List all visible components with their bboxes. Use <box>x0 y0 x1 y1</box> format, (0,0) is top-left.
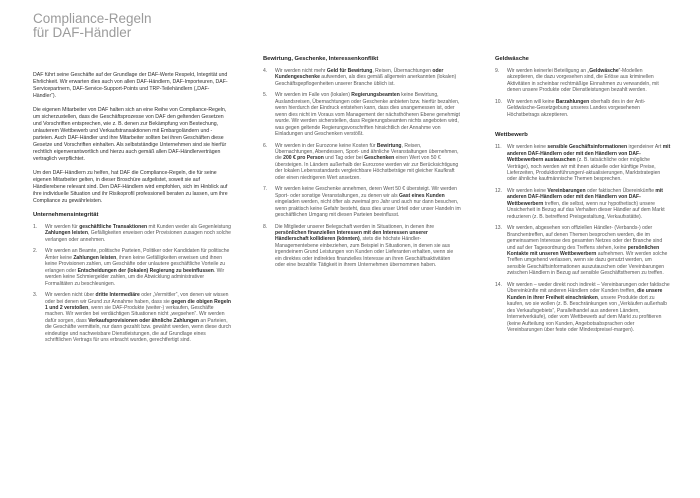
intro-paragraph-3: Um den DAF-Händlern zu helfen, hat DAF die Compliance-Regeln, die für seine eigenen Mitarbeiter gelten, in dieser Broschüre aufgelistet, soweit sie auf Händlerebene relevant sind. Den DAF-Händlern wird empfohlen, sich im Hinblick auf ihre individuelle Situation und ihr Risikoprofil professionell beraten zu lassen, um ihre Compliance zu gewährleisten. <box>33 170 228 204</box>
rule-list <box>33 224 231 344</box>
rule-text-segment: “-Modellen akzeptieren, die dazu vorgesehen sind, die Erlöse aus kriminellen Aktivitäten in scheinbar rechtmäßige Einnahmen zu verwandeln, mit denen unsere Produkte oder Dienstleistungen bezahlt werden. <box>507 68 659 94</box>
rule-text <box>275 143 461 182</box>
rule-text-segment: . Wir werden keine Schmiergelder zahlen, um die Abwicklung administrativer Formalitäten zu beschleunigen. <box>45 267 225 287</box>
rule-number: 8. <box>263 223 268 230</box>
rule-text-segment: Wir werden keine <box>507 187 548 194</box>
rule-text-segment: eingeladen werden, nicht öfter als zweimal pro Jahr und auch nur dann besuchen, wenn praktisch keine Gefahr besteht, dass dies unser Urteil oder unser Handeln im geschäftlichen Umgang mit diesen Parteien beeinflusst. <box>275 199 461 219</box>
rule-text-segment: oberhalb des in der Anti-Geldwäsche-Gesetzgebung unseres Landes vorgesehenen Höchstbetrags akzeptieren. <box>507 98 646 118</box>
rule-text-segment: an Parteien, die Geschäfte vermitteln, nur dann gezahlt bzw. gewährt werden, wenn diese durch eindeutige und nachweisbare Dienstleistungen, die auf Grundlage eines schriftlichen Vertrags für uns erbracht wurden, gerechtfertigt sind. <box>45 317 231 344</box>
rule-text-emphasis: geschäftliche Transaktionen <box>79 224 148 230</box>
rule-number: 7. <box>263 186 268 193</box>
rule-text-segment: irgendeiner Art <box>627 144 663 151</box>
rule-text-emphasis: Geld für Bewirtung <box>326 68 373 74</box>
rule-text-emphasis: Barzahlungen <box>555 98 590 105</box>
rule-item <box>495 144 671 183</box>
rule-text-emphasis: Gast eines Kunden <box>399 192 445 199</box>
rule-text-segment: Wir werden in der Eurozone keine Kosten für <box>275 142 377 149</box>
rule-text-segment: oder „Vermittler“, von denen wir wissen oder bei denen wir Grund zur Annahme haben, dass sie <box>45 292 229 305</box>
rule-text-segment: , stets die höchste Händler-Managementebene einbeziehen, zum Beispiel in Situationen, in denen sie aus irgendeinem Grund Leistungen von Kunden oder Lieferanten erhalten, wenn sie ein direktes oder indirektes finanzielles Interesse an ihren Geschäftsaktivitäten oder eine bezahlte Tätigkeit in ihrem Unternehmen übernommen haben. <box>275 236 454 269</box>
rule-text-emphasis: persönlichen Kontakte mit unseren Wettbewerbern <box>507 244 660 257</box>
rule-text-emphasis: Zahlungen leisten <box>45 230 88 237</box>
rule-item <box>263 92 461 137</box>
rule-number: 2. <box>33 248 38 255</box>
rule-text-segment: , unsere Produkte dort zu kaufen, wo sie wollen (z. B. Beschränkungen von „Verkäufen außerhalb des Verkaufsgebiets“, Parallelhandel aus anderen Ländern, Internetverkäufe), oder vom Wettbewerb auf dem Markt zu profitieren (keine Aufteilung von Kunden, Angebotsabsprachen oder Vereinbarungen über feste oder Mindestpreise/-margen). <box>507 294 667 333</box>
rule-item <box>495 188 671 220</box>
rule-number: 3. <box>33 292 38 299</box>
rule-text-segment: Wir werden will keine <box>507 98 556 105</box>
rule-number: 10. <box>495 98 503 105</box>
rule-text-segment: Wir werden, abgesehen von offiziellen Händler- (Verbands-) oder Branchentreffen, auf denen Themen besprochen werden, die im gemeinsamen Interesse des gesamten Netzes oder der Branche sind und auf der Tagesordnung des Treffens stehen, keine <box>507 225 663 251</box>
title-line-1: Compliance-Regeln <box>33 11 152 26</box>
rule-text-emphasis: sensible Geschäftsinformationen <box>547 144 628 151</box>
rule-text-segment: , ihnen keine Gefälligkeiten erweisen und ihnen keine Provisionen zahlen, um Geschäfte oder unlautere geschäftliche Vorteile zu erlangen oder <box>45 254 226 274</box>
rule-text <box>507 188 671 220</box>
rule-text-emphasis: 200 € pro Person <box>283 155 324 162</box>
rule-item <box>495 225 671 277</box>
rule-list <box>495 68 671 118</box>
rule-item <box>33 248 231 287</box>
rule-text <box>275 224 461 269</box>
rule-item <box>495 68 671 94</box>
rule-text-emphasis: Bewirtung <box>376 142 402 149</box>
rule-text <box>507 99 671 118</box>
rule-text-emphasis: dritte Intermediäre <box>95 292 140 299</box>
rule-text-segment: , Reisen, Übernachtungen <box>372 68 433 74</box>
rule-number: 14. <box>495 281 503 288</box>
title-line-2: für DAF-Händler <box>33 25 132 40</box>
rule-text-emphasis: Regierungsbeamten <box>351 92 400 99</box>
rule-item <box>263 143 461 182</box>
rule-text-segment: Wir werden keinerlei Beteiligung an „ <box>507 68 590 74</box>
rule-text-segment: , wenn sie DAF-Produkte (weiter-) verkaufen, Geschäfte machen. Wir werden bei verdächtigen Situationen nicht „wegsehen“. Wir werden dafür sorgen, dass <box>45 304 225 324</box>
rule-number: 12. <box>495 187 503 194</box>
rule-text-segment: Die Mitglieder unserer Belegschaft werden in Situationen, in denen ihre <box>275 223 435 230</box>
rule-text-segment: Wir werden an Beamte, politische Parteien, Politiker oder Kandidaten für politische Ämter keine <box>45 248 230 261</box>
column-intro <box>33 72 231 494</box>
rule-text <box>45 224 231 243</box>
rule-number: 9. <box>495 68 500 74</box>
intro-paragraph-1: DAF führt seine Geschäfte auf der Grundlage der DAF-Werte Respekt, Integrität und Ehrlichkeit. Wir erwarten dies auch von allen DAF-Händlern, DAF-Importeuren, DAF-Servicepartnern, DAF-Service-Support-Points und TRP-Teilehändlern („DAF-Händler“). <box>33 72 228 99</box>
rule-text-segment: (z. B. tatsächliche oder mögliche Verträge), noch werden wir mit ihnen aktuelle oder künftige Preise, Lieferzeiten, Produktionführungen/-aktualisierungen, Marktstrategien oder ähnliche kaufmännische Themen besprechen. <box>507 157 661 183</box>
rule-list <box>495 144 671 333</box>
rule-number: 1. <box>33 224 38 230</box>
rule-text-segment: aufwenden, als dies gemäß allgemein anerkannten (lokalen) Geschäftsgepflogenheiten unserer Branche üblich ist. <box>275 74 457 87</box>
rule-number: 6. <box>263 142 268 149</box>
rule-text-segment: mit Kunden weder als Gegenleistung <box>147 224 231 230</box>
rule-number: 4. <box>263 68 268 74</box>
rule-text-segment: einen Wert von 50 € übersteigen. In Ländern außerhalb der Eurozone werden wir zur Berücksichtigung der lokalen Lebensstandards vergleichbare Höchstbeträge mit gleicher Kaufkraft oder einen niedrigeren Wert ansetzen. <box>275 155 459 181</box>
rule-item <box>263 186 461 218</box>
rule-text <box>507 144 671 183</box>
rule-text-segment: Wir werden keine Geschenke annehmen, deren Wert 50 € übersteigt. Wir werden Sport- oder sonstige Veranstaltungen, zu denen wir als <box>275 186 457 199</box>
rule-text-emphasis: die unsere Kunden in ihrer Freiheit einschränken <box>507 288 663 301</box>
rule-text-segment: , Reisen, Übernachtungen, Abendessen, Sport- und ähnliche Veranstaltungen übernehmen, die <box>275 142 459 162</box>
rule-text-emphasis: Entscheidungen der (lokalen) Regierung zu beeinflussen <box>77 267 214 274</box>
rule-text-segment: Wir werden nicht über <box>45 292 96 299</box>
rule-item <box>33 224 231 243</box>
rule-text-emphasis: Vereinbarungen <box>547 187 586 194</box>
rule-text <box>507 68 671 94</box>
rule-text-segment: treffen, die selbst, wenn nur hypothetisch) unsere Unsicherheit in Bezug auf das Verhalten dieser Händler auf dem Markt reduzieren (z. B. betreffend Preisgestaltung, Verkaufsstätte). <box>507 200 665 220</box>
rule-text-emphasis: Geschenken <box>364 155 395 162</box>
rule-text-segment: Wir werden im Falle von (lokalen) <box>275 92 352 99</box>
rule-text-segment: keine Bewirtung, Auslandsreisen, Übernachtungen oder Geschenke anbieten bzw. hierfür bezahlen, wenn hierdurch der Eindruck entstehen kann, dass dies unangemessen ist, oder wenn dies nicht im Voraus vom Management der nächsthöheren Ebene genehmigt wurde. Wir werden sicherstellen, dass Regierungsbeamten nichts angeboten wird, was gegen geltende Regierungsvorschriften hinsichtlich der Annahme von Einladungen und Geschenken verstößt. <box>275 92 460 138</box>
rule-text <box>45 292 231 344</box>
rule-item <box>495 99 671 118</box>
section-heading-competition: Wettbewerb <box>495 132 528 139</box>
rule-text-segment: Wir werden – weder direkt noch indirekt – Vereinbarungen oder faktische Übereinkünfte mit anderen Händlern oder Kunden treffen, <box>507 281 670 295</box>
rule-number: 13. <box>495 225 503 232</box>
rule-text-segment: und Tag oder bei <box>323 155 365 162</box>
rule-item <box>495 282 671 334</box>
rule-item <box>263 68 461 87</box>
rule-list <box>263 68 461 269</box>
column-money-laundering-competition <box>495 56 671 494</box>
rule-text-emphasis: Geldwäsche <box>589 68 619 74</box>
section-heading-integrity: Unternehmensintegrität <box>33 212 99 218</box>
rule-text-emphasis: gegen die obigen Regeln 1 und 2 verstoßen <box>45 298 231 311</box>
rule-item <box>263 224 461 269</box>
rule-text-segment: Wir werden keine <box>507 144 548 151</box>
page-title <box>33 12 233 40</box>
rule-text-emphasis: oder Kundengeschenke <box>275 68 444 81</box>
rule-number: 5. <box>263 92 268 99</box>
rule-text-emphasis: mit anderen DAF-Händlern oder mit den Händlern von DAF-Wettbewerbern <box>507 187 663 207</box>
rule-text-segment: oder faktischen Übereinkünfte <box>585 187 656 194</box>
section-heading-money-laundering: Geldwäsche <box>495 56 529 62</box>
rule-text-segment: Wir werden nicht mehr <box>275 68 327 74</box>
rule-text-emphasis: mit anderen DAF-Händlern oder mit den Händlern von DAF-Wettbewerbern austauschen <box>507 144 671 164</box>
rule-text <box>275 92 461 137</box>
rule-text-emphasis: persönlichen finanziellen Interessen mit den Interessen unserer Händlerschaft kollidieren (könnten) <box>275 229 428 243</box>
rule-text <box>45 248 231 287</box>
rule-item <box>33 292 231 344</box>
rule-text-segment: aufnehmen. Wir werden solche Treffen umgehend verlassen, wenn sie dazu genutzt werden, um sensible Geschäftsinformationen auszutauschen oder Vereinbarungen zwischen Händlern in Bezug auf sensible Geschäftsthemen zu treffen. <box>507 250 668 277</box>
rule-text-emphasis: Zahlungen leisten <box>73 254 117 261</box>
column-hospitality <box>263 56 461 494</box>
rule-text-segment: Wir werden für <box>45 224 80 230</box>
rule-text-emphasis: Verkaufsprovisionen oder ähnliche Zahlungen <box>88 317 199 324</box>
rule-text <box>275 68 461 87</box>
section-heading-hospitality: Bewirtung, Geschenke, Interessenkonflikt <box>263 56 379 62</box>
rule-number: 11. <box>495 144 502 151</box>
rule-text-segment: , Gefälligkeiten erweisen oder Provisionen zusagen noch solche verlangen oder annehmen. <box>45 230 231 243</box>
rule-text <box>507 225 671 277</box>
intro-paragraph-2: Die eigenen Mitarbeiter von DAF halten sich an eine Reihe von Compliance-Regeln, um sicherzustellen, dass die Geschäftsprozesse von DAF den geltenden Gesetzen und Vorschriften entsprechen, wie z. B. denen zur Bekämpfung von Bestechung, unlauterem Wettbewerb und Verkaufstransaktionen mit Embargoländern und -parteien. Auch DAF-Händler und ihre Mitarbeiter sollten bei ihren Geschäften diese Gesetze und Vorschriften einhalten. Als selbstständige Unternehmen sind sie hierfür rechtlich eigenverantwortlich und hierzu auch gemäß allen DAF-Händlerverträgen vertraglich verpflichtet. <box>33 107 227 162</box>
rule-text <box>507 282 671 334</box>
rule-text <box>275 186 461 218</box>
